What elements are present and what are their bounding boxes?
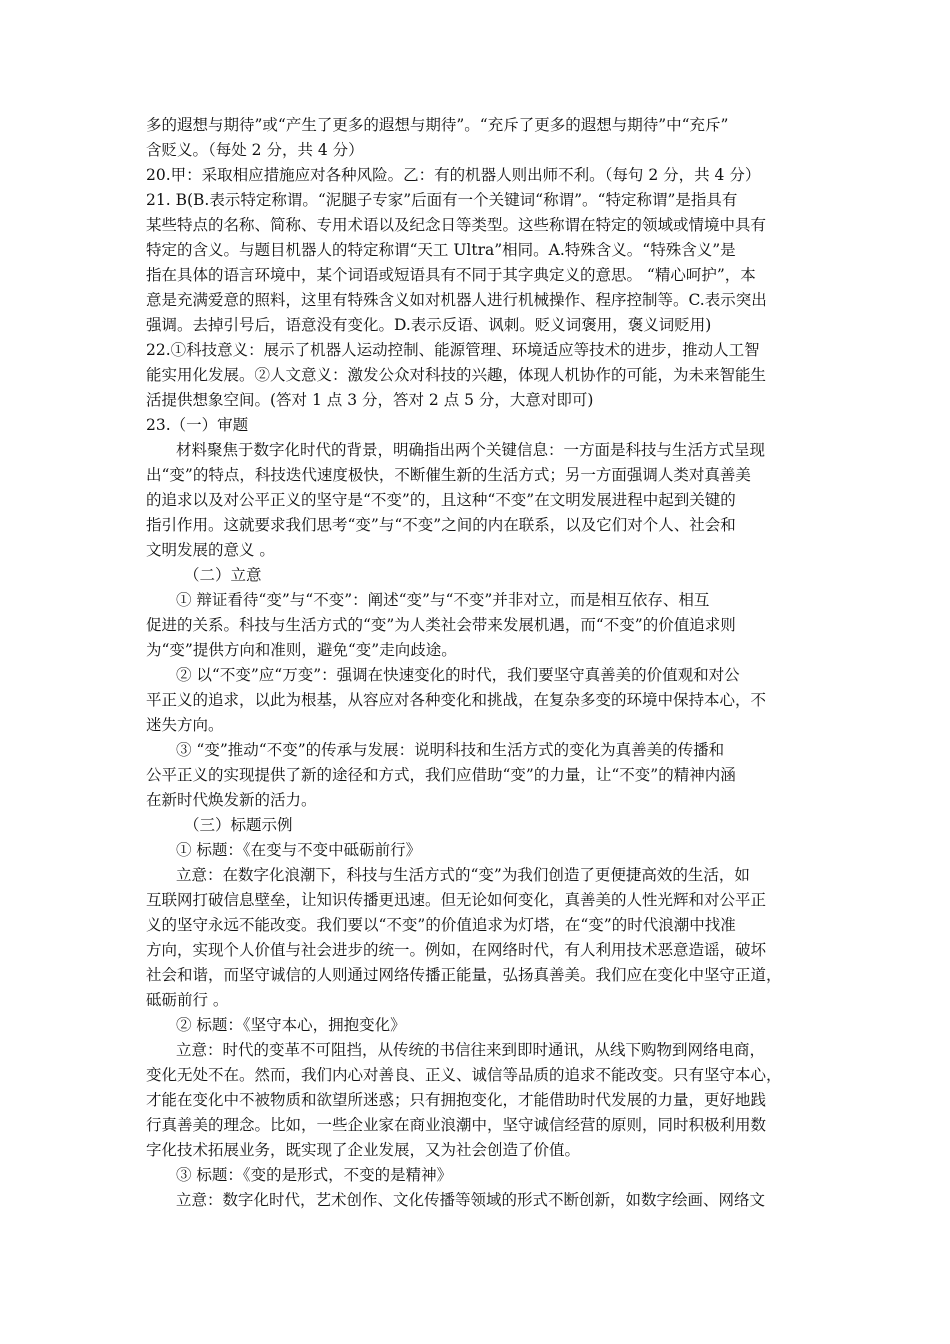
text-line: （二）立意 [184, 566, 262, 584]
text-line: 21. B(B.表示特定称谓。“泥腿子专家”后面有一个关键词“称谓”。“特定称谓”是指具有 [146, 191, 738, 209]
text-line: （三）标题示例 [184, 816, 293, 834]
text-line: 方向，实现个人价值与社会进步的统一。例如，在网络时代，有人利用技术恶意造谣，破坏 [146, 941, 767, 959]
text-line: 立意：数字化时代，艺术创作、文化传播等领域的形式不断创新，如数字绘画、网络文 [176, 1191, 766, 1209]
text-line: 社会和谐，而坚守诚信的人则通过网络传播正能量，弘扬真善美。我们应在变化中坚守正道， [146, 966, 782, 984]
text-line: ② 以“不变”应“万变”：强调在快速变化的时代，我们要坚守真善美的价值观和对公 [176, 666, 740, 684]
text-line: 公平正义的实现提供了新的途径和方式，我们应借助“变”的力量，让“不变”的精神内涵 [146, 766, 736, 784]
text-line: 特定的含义。与题目机器人的特定称谓“天工 Ultra”相同。A.特殊含义。“特殊含义”是 [146, 241, 736, 259]
text-line: 能实用化发展。②人文意义：激发公众对科技的兴趣，体现人机协作的可能，为未来智能生 [146, 366, 767, 384]
text-line: ③ 标题：《变的是形式，不变的是精神》 [176, 1166, 453, 1184]
text-line: 活提供想象空间。(答对 1 点 3 分，答对 2 点 5 分，大意对即可) [146, 391, 594, 409]
text-line: 某些特点的名称、简称、专用术语以及纪念日等类型。这些称谓在特定的领域或情境中具有 [146, 216, 767, 234]
text-line: 立意：在数字化浪潮下，科技与生活方式的“变”为我们创造了更便捷高效的生活，如 [176, 866, 750, 884]
text-line: 多的遐想与期待”或“产生了更多的遐想与期待”。“充斥了更多的遐想与期待”中“充斥” [146, 116, 729, 134]
text-line: 含贬义。（每处 2 分，共 4 分） [146, 141, 364, 159]
text-line: 22.①科技意义：展示了机器人运动控制、能源管理、环境适应等技术的进步，推动人工智 [146, 341, 760, 359]
text-line: 文明发展的意义 。 [146, 541, 275, 559]
text-line: 立意：时代的变革不可阻挡，从传统的书信往来到即时通讯，从线下购物到网络电商， [176, 1041, 766, 1059]
text-line: 变化无处不在。然而，我们内心对善良、正义、诚信等品质的追求不能改变。只有坚守本心， [146, 1066, 782, 1084]
text-line: 行真善美的理念。比如，一些企业家在商业浪潮中，坚守诚信经营的原则，同时积极利用数 [146, 1116, 767, 1134]
text-line: 的追求以及对公平正义的坚守是“不变”的，且这种“不变”在文明发展进程中起到关键的 [146, 491, 736, 509]
text-line: 强调。去掉引号后，语意没有变化。D.表示反语、讽刺。贬义词褒用，褒义词贬用) [146, 316, 712, 334]
text-line: ③ “变”推动“不变”的传承与发展：说明科技和生活方式的变化为真善美的传播和 [176, 741, 725, 759]
text-line: 23.（一）审题 [146, 416, 249, 434]
text-line: 迷失方向。 [146, 716, 224, 734]
text-line: 出“变”的特点，科技迭代速度极快，不断催生新的生活方式；另一方面强调人类对真善美 [146, 466, 751, 484]
text-line: 指引作用。这就要求我们思考“变”与“不变”之间的内在联系，以及它们对个人、社会和 [146, 516, 736, 534]
text-line: 字化技术拓展业务，既实现了企业发展，又为社会创造了价值。 [146, 1141, 581, 1159]
text-line: 20.甲：采取相应措施应对各种风险。乙：有的机器人则出师不利。（每句 2 分，共 4 分） [146, 166, 761, 184]
text-line: 义的坚守永远不能改变。我们要以“不变”的价值追求为灯塔，在“变”的时代浪潮中找准 [146, 916, 736, 934]
text-line: 意是充满爱意的照料，这里有特殊含义如对机器人进行机械操作、程序控制等。C.表示突出 [146, 291, 767, 309]
text-line: ① 辩证看待“变”与“不变”：阐述“变”与“不变”并非对立，而是相互依存、相互 [176, 591, 710, 609]
text-line: 在新时代焕发新的活力。 [146, 791, 317, 809]
text-line: 指在具体的语言环境中，某个词语或短语具有不同于其字典定义的意思。 “精心呵护”，本 [146, 266, 756, 284]
text-line: 砥砺前行 。 [146, 991, 229, 1009]
text-line: 促进的关系。科技与生活方式的“变”为人类社会带来发展机遇，而“不变”的价值追求则 [146, 616, 736, 634]
text-line: 互联网打破信息壁垒，让知识传播更迅速。但无论如何变化，真善美的人性光辉和对公平正 [146, 891, 767, 909]
text-line: ① 标题：《在变与不变中砥砺前行》 [176, 841, 422, 859]
document-body [146, 113, 816, 1213]
text-line: 材料聚焦于数字化时代的背景，明确指出两个关键信息：一方面是科技与生活方式呈现 [176, 441, 766, 459]
text-line: 为“变”提供方向和准则，避免“变”走向歧途。 [146, 641, 457, 659]
text-line: 才能在变化中不被物质和欲望所迷惑；只有拥抱变化，才能借助时代发展的力量，更好地践 [146, 1091, 767, 1109]
text-line: 平正义的追求，以此为根基，从容应对各种变化和挑战，在复杂多变的环境中保持本心，不 [146, 691, 767, 709]
text-line: ② 标题：《坚守本心，拥抱变化》 [176, 1016, 406, 1034]
